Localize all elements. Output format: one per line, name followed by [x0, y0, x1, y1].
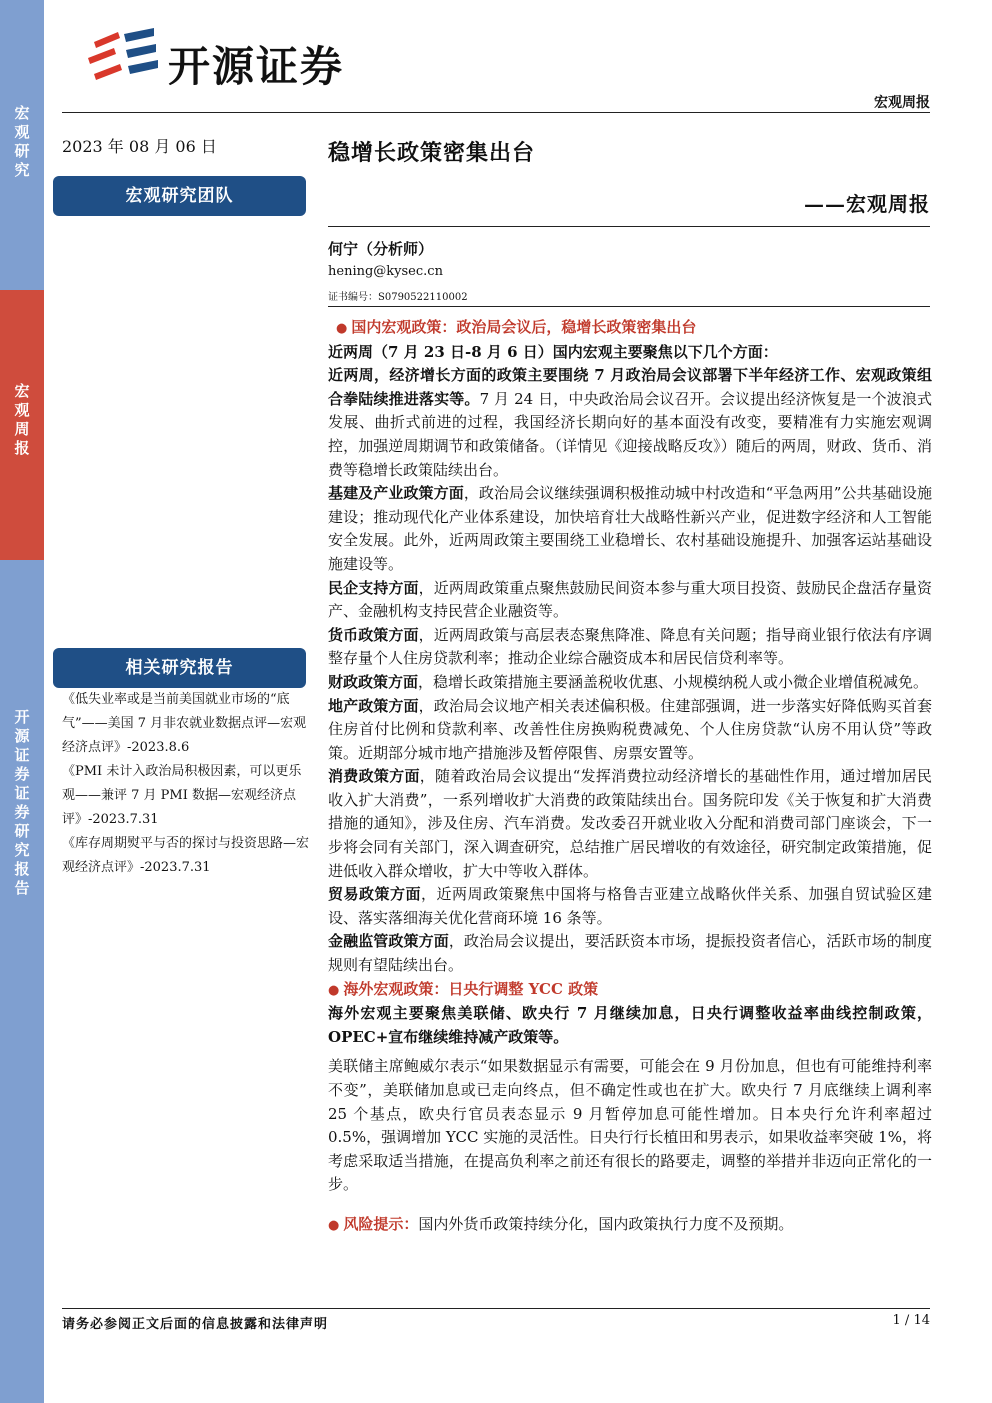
sidebar-section-macro-research — [0, 0, 44, 290]
main-body — [328, 316, 932, 1238]
bullet-icon: ● — [328, 982, 340, 998]
paragraph: 民企支持方面，近两周政策重点聚焦鼓励民间资本参与重大项目投资、鼓励民企盘活存量资产、金融机构支持民营企业融资等。 — [328, 578, 932, 621]
section-intro: 近两周（7 月 23 日-8 月 6 日）国内宏观主要聚焦以下几个方面： — [328, 342, 778, 361]
team-banner — [53, 176, 306, 216]
sidebar-label-mid: 宏观周报 — [14, 382, 30, 457]
page-subtitle: ——宏观周报 — [804, 192, 930, 216]
paragraph: 基建及产业政策方面，政治局会议继续强调积极推动城中村改造和“平急两用”公共基础设施建设；推动现代化产业体系建设，加快培育壮大战略性新兴产业，促进数字经济和人工智能安全发展。此外，近两周政策主要围绕工业稳增长、农村基础设施提升、加强客运站基础设施建设等。 — [328, 484, 932, 573]
page-title: 稳增长政策密集出台 — [328, 140, 536, 166]
brand-name: 开源证券 — [168, 42, 345, 91]
header-divider — [62, 112, 930, 113]
section-heading-overseas: ● 海外宏观政策：日央行调整 YCC 政策 — [328, 979, 599, 998]
paragraph: 贸易政策方面，近两周政策聚焦中国将与格鲁吉亚建立战略伙伴关系、加强自贸试验区建设、落实落细海关优化营商环境 16 条等。 — [328, 885, 932, 927]
related-reports-list — [62, 688, 309, 880]
analyst-name: 何宁（分析师） — [328, 240, 434, 258]
page-number: 1 / 14 — [892, 1313, 930, 1328]
risk-notice: ● 风险提示：国内外货币政策持续分化，国内政策执行力度不及预期。 — [328, 1214, 794, 1233]
brand-logo-icon — [84, 28, 160, 88]
related-report-item[interactable]: 《库存周期熨平与否的探讨与投资思路—宏观经济点评》-2023.7.31 — [62, 836, 310, 875]
section-summary: 海外宏观主要聚焦美联储、欧央行 7 月继续加息，日央行调整收益率曲线控制政策，OPEC+宣布继续维持减产政策等。 — [328, 1004, 932, 1046]
sidebar-label-top: 宏观研究 — [14, 104, 30, 179]
analyst-divider — [328, 306, 930, 307]
related-report-item[interactable]: 《PMI 未计入政治局积极因素，可以更乐观——兼评 7 月 PMI 数据—宏观经济点评》-2023.7.31 — [62, 764, 302, 827]
paragraph: 美联储主席鲍威尔表示“如果数据显示有需要，可能会在 9 月份加息，但也有可能维持利率不变”，美联储加息或已走向终点，但不确定性或也在扩大。欧央行 7 月底继续上调利率 25 个基点，欧央行官员表态显示 9 月暂停加息可能性增加。日本央行允许利率超过 0.5%，强调增加 YCC 实施的灵活性。日央行行长植田和男表示，如果收益率突破 1%，将考虑采取适当措施，在提高负利率之前还有很长的路要走，调整的举措并非迈向正常化的一步。 — [328, 1057, 932, 1194]
report-date: 2023 年 08 月 06 日 — [62, 137, 217, 156]
related-report-item[interactable]: 《低失业率或是当前美国就业市场的“底气”——美国 7 月非农就业数据点评—宏观经济点评》-2023.8.6 — [62, 692, 307, 755]
sidebar-section-securities-report — [0, 560, 44, 1403]
paragraph: 金融监管政策方面，政治局会议提出，要活跃资本市场，提振投资者信心，活跃市场的制度规则有望陆续出台。 — [328, 932, 932, 975]
bullet-icon: ● — [328, 1217, 340, 1233]
related-reports-label: 相关研究报告 — [125, 658, 234, 678]
section-heading-domestic: ● 国内宏观政策：政治局会议后，稳增长政策密集出台 — [336, 318, 697, 336]
related-reports-banner — [53, 648, 306, 688]
title-divider — [328, 226, 930, 227]
paragraph: 地产政策方面，政治局会议地产相关表述偏积极。住建部强调，进一步落实好降低购买首套住房首付比例和贷款利率、改善性住房换购税费减免、个人住房贷款“认房不用认贷”等政策。近期部分城市地产措施涉及暂停限售、房票安置等。 — [328, 696, 932, 762]
analyst-email[interactable]: hening@kysec.cn — [328, 264, 443, 279]
sidebar-label-bottom: 开源证券 证券研究报告 — [14, 708, 30, 897]
footer-divider — [62, 1308, 930, 1309]
team-label: 宏观研究团队 — [125, 186, 234, 206]
paragraph: 财政政策方面，稳增长政策措施主要涵盖税收优惠、小规模纳税人或小微企业增值税减免。 — [328, 672, 929, 691]
footer-disclaimer: 请务必参阅正文后面的信息披露和法律声明 — [62, 1317, 329, 1332]
header-report-type: 宏观周报 — [874, 95, 930, 111]
sidebar-section-macro-weekly — [0, 290, 44, 560]
analyst-cert: 证书编号：S0790522110002 — [328, 292, 468, 303]
bullet-icon: ● — [336, 321, 348, 336]
paragraph: 货币政策方面，近两周政策与高层表态聚焦降准、降息有关问题；指导商业银行依法有序调整存量个人住房贷款利率；推动企业综合融资成本和居民信贷利率等。 — [328, 625, 932, 668]
paragraph: 近两周，经济增长方面的政策主要围绕 7 月政治局会议部署下半年经济工作、宏观政策组合拳陆续推进落实等。7 月 24 日，中央政治局会议召开。会议提出经济恢复是一个波浪式发展、曲折式前进的过程，我国经济长期向好的基本面没有改变，要精准有力实施宏观调控，加强逆周期调节和政策储备。（详情见《迎接战略反攻》）随后的两周，财政、货币、消费等稳增长政策陆续出台。 — [328, 366, 932, 479]
paragraph: 消费政策方面，随着政治局会议提出“发挥消费拉动经济增长的基础性作用，通过增加居民收入扩大消费”，一系列增收扩大消费的政策陆续出台。国务院印发《关于恢复和扩大消费措施的通知》，涉及住房、汽车消费。发改委召开就业收入分配和消费司部门座谈会，下一步将会同有关部门，深入调查研究，总结推广居民增收的有效途径，研究制定政策措施，促进低收入群众增收，扩大中等收入群体。 — [328, 767, 932, 880]
